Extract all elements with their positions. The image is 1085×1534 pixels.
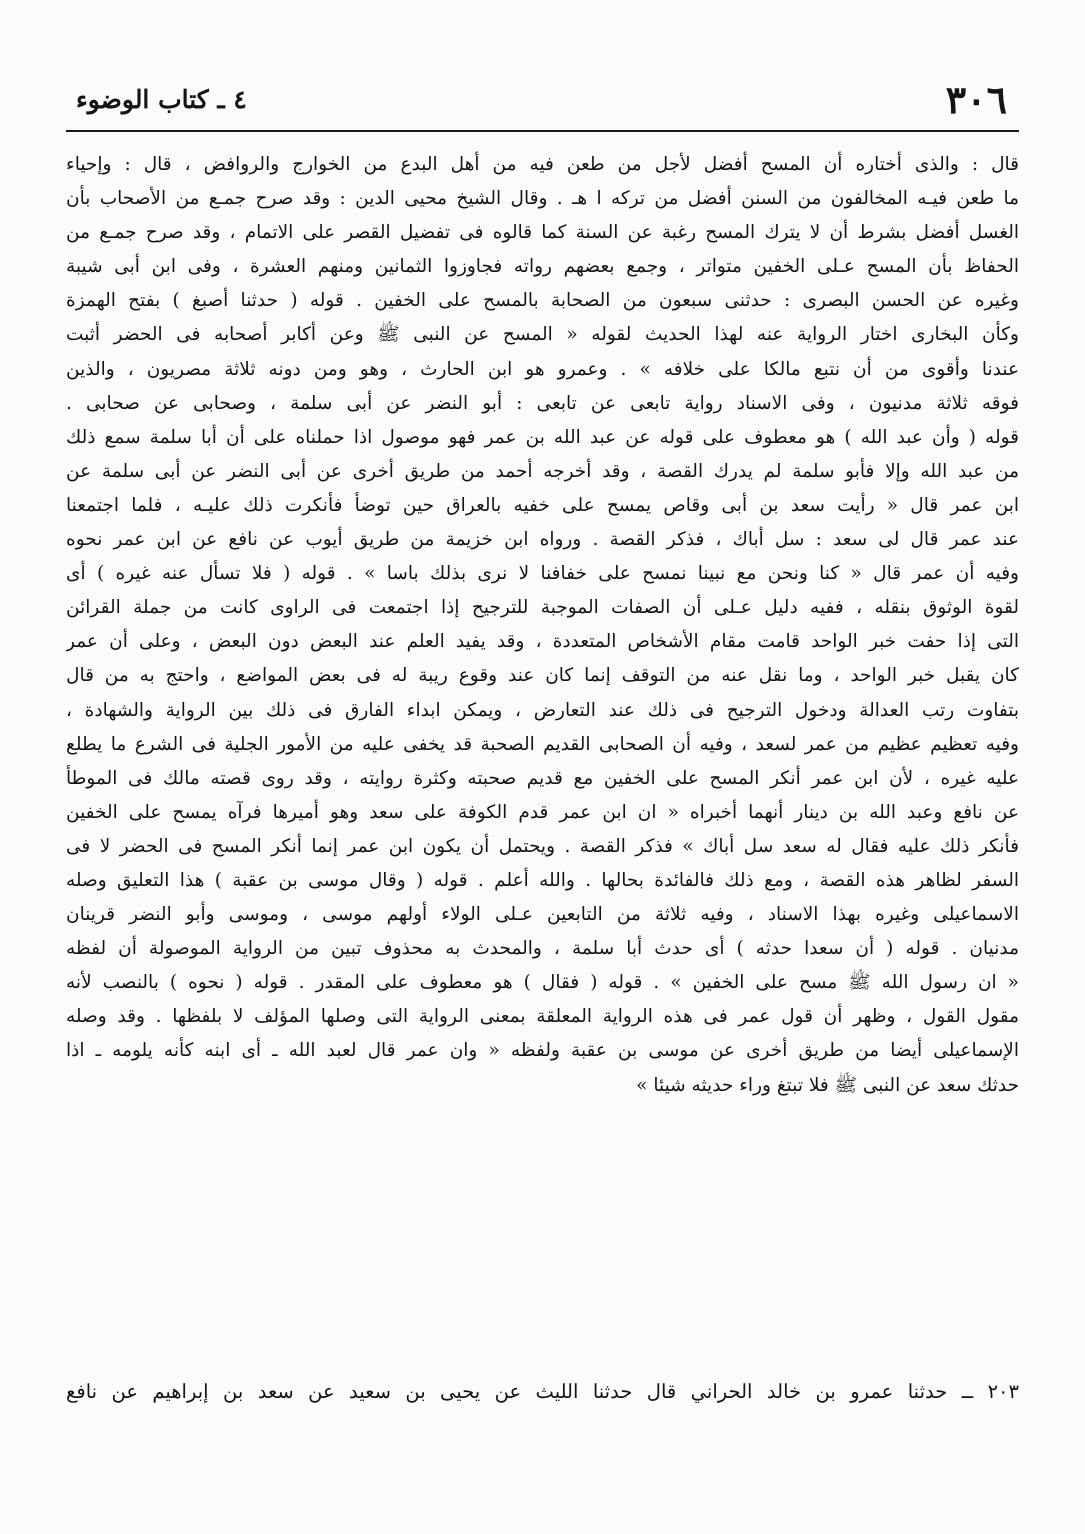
hadith-text: ٢٠٣ ــ حدثنا عمرو بن خالد الحراني قال حدثنا الليث عن يحيى بن سعيد عن سعد بن إبراهيم عن نافع xyxy=(66,1380,1019,1403)
page-number: ٣٠٦ xyxy=(945,77,1007,122)
commentary-line: وغيره عن الحسن البصرى : حدثنى سبعون من الصحابة بالمسح على الخفين . قوله ( حدثنا أصبغ ) بفتح الهمزة xyxy=(66,290,1019,312)
commentary-line: ما طعن فيـه المخالفون من السنن أفضل من تركه ا هـ . وقال الشيخ محيى الدين : وقد صرح جمـع من الأصحاب بأن xyxy=(66,188,1019,210)
commentary-line: الغسل أفضل بشرط أن لا يترك المسح رغبة عن السنة كما قالوه فى تفضيل القصر على الاتمام ، وقد صرح جمـع من xyxy=(66,222,1019,244)
commentary-line: فأنكر ذلك عليه فقال له سعد سل أباك » فذكر القصة . ويحتمل أن يكون ابن عمر إنما أنكر المسح فى الحضر لا فى xyxy=(66,835,1019,857)
commentary-line: عليه غيره ، لأن ابن عمر أنكر المسح على الخفين مع قديم صحبته وكثرة روايته ، وقد روى قصته مالك فى الموطأ xyxy=(66,767,1019,789)
commentary-line: « ان رسول الله ﷺ مسح على الخفين » . قوله ( فقال ) هو معطوف على المقدر . قوله ( نحوه ) بالنصب لأنه xyxy=(66,972,1019,994)
header-divider xyxy=(66,130,1019,132)
commentary-line: عن نافع وعبد الله بن دينار أنهما أخبراه « ان ابن عمر قدم الكوفة على سعد وهو أميرها فرآه يمسح على الخفين xyxy=(66,801,1019,823)
commentary-line: الاسماعيلى وغيره بهذا الاسناد ، وفيه ثلاثة من التابعين عـلى الولاء أولهم موسى ، وموسى وأبو النضر قرينان xyxy=(66,904,1019,926)
commentary-line: وفيه تعظيم عظيم من عمر لسعد ، وفيه أن الصحابى القديم الصحبة قد يخفى عليه من الأمور الجلية فى الشرع ما يطلع xyxy=(66,733,1019,755)
commentary-line: وفيه أن عمر قال « كنا ونحن مع نبينا نمسح على خفافنا لا نرى بذلك باسا » . قوله ( فلا تسأل عنه غيره ) أى xyxy=(66,563,1019,585)
chapter-title: ٤ ـ كتاب الوضوء xyxy=(76,85,247,114)
commentary-line: الإسماعيلى أيضا من طريق أخرى عن موسى بن عقبة ولفظه « وان عمر قال لعبد الله ـ أى ابنه كأنه يلومه ـ اذا xyxy=(66,1040,1019,1062)
commentary-line: السفر لظاهر هذه القصة ، ومع ذلك فالفائدة بحالها . والله أعلم . قوله ( وقال موسى بن عقبة ) هذا التعليق وصله xyxy=(66,869,1019,891)
commentary-line: حدثك سعد عن النبى ﷺ فلا تبتغ وراء حديثه شيئا » xyxy=(636,1074,1019,1096)
commentary-line: التى إذا حفت خبر الواحد قامت مقام الأشخاص المتعددة ، وقد يفيد العلم عند البعض دون البعض ، وعلى أن عمر xyxy=(66,631,1019,653)
commentary-line: مدنيان . قوله ( أن سعدا حدثه ) أى حدث أبا سلمة ، والمحدث به محذوف تبين من الرواية الموصولة أن لفظه xyxy=(66,938,1019,960)
commentary-line: عند عمر قال لى سعد : سل أباك ، فذكر القصة . ورواه ابن خزيمة من طريق أيوب عن نافع عن ابن عمر نحوه xyxy=(66,529,1019,551)
commentary-line: وكأن البخارى اختار الرواية عنه لهذا الحديث لقوله « المسح عن النبى ﷺ وعن أكابر أصحابه فى الحضر أثبت xyxy=(66,324,1019,346)
commentary-line: فوقه ثلاثة مدنيون ، وفى الاسناد رواية تابعى عن تابعى : أبو النضر عن أبى سلمة ، وصحابى عن صحابى . xyxy=(66,392,1019,414)
commentary-line: عندنا وأقوى من أن نتبع مالكا على خلافه » . وعمرو هو ابن الحارث ، وهو ومن دونه ثلاثة مصريون ، والذين xyxy=(66,358,1019,380)
commentary-line: لقوة الوثوق بنقله ، ففيه دليل عـلى أن الصفات الموجبة للترجيح إذا اجتمعت فى الراوى كانت من جملة القرائن xyxy=(66,597,1019,619)
commentary-line: من عبد الله وإلا فأبو سلمة لم يدرك القصة ، وقد أخرجه أحمد من طريق أخرى عن أبى النضر عن أبى سلمة عن xyxy=(66,460,1019,482)
commentary-line: قال : والذى أختاره أن المسح أفضل لأجل من طعن فيه من أهل البدع من الخوارج والروافض ، قال : وإحياء xyxy=(66,154,1019,175)
commentary-text xyxy=(66,148,1019,1103)
page-header xyxy=(66,78,1019,122)
commentary-line: مقول القول ، وظهر أن قول عمر فى هذه الرواية المعلقة بمعنى الرواية التى وصلها المؤلف لا بلفظها . وقد وصله xyxy=(66,1006,1019,1028)
commentary-line: الحفاظ بأن المسح عـلى الخفين متواتر ، وجمع بعضهم رواته فجاوزوا الثمانين ومنهم العشرة ، وفى ابن أبى شيبة xyxy=(66,256,1019,278)
commentary-line: ابن عمر قال « رأيت سعد بن أبى وقاص يمسح على خفيه بالعراق حين توضأ فأنكرت ذلك عليـه ، فلما اجتمعنا xyxy=(66,494,1019,516)
commentary-line: قوله ( وأن عبد الله ) هو معطوف على قوله عن عبد الله بن عمر فهو موصول اذا حملناه على أن أبا سلمة سمع ذلك xyxy=(66,426,1019,448)
commentary-line: بتفاوت رتب العدالة ودخول الترجيح فى ذلك عند التعارض ، ويمكن ابداء الفارق فى ذلك بين الرواية والشهادة ، xyxy=(66,699,1019,721)
commentary-line: كان يقبل خبر الواحد ، وما نقل عنه من التوقف إنما كان عند وقوع ريبة له فى بعض المواضع ، واحتج به من قال xyxy=(66,665,1019,687)
